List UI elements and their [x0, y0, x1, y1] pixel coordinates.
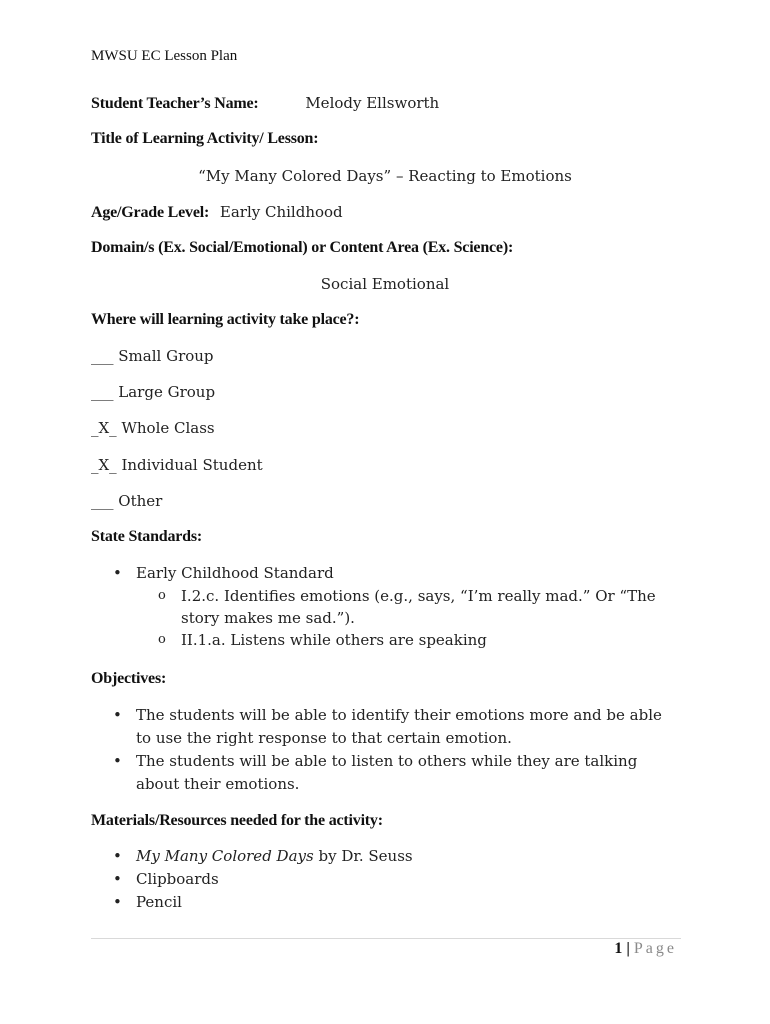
- lesson-title: “My Many Colored Days” – Reacting to Emotions: [198, 167, 572, 185]
- location-option-label: Whole Class: [121, 419, 215, 437]
- material-item: • Clipboards: [91, 868, 413, 891]
- objective-item: • The students will be able to listen to others while they are talking about their emotions.: [91, 750, 666, 796]
- lesson-title-label: Title of Learning Activity/ Lesson:: [91, 130, 319, 147]
- materials-label: Materials/Resources needed for the activity:: [91, 812, 383, 829]
- location-option-label: Other: [118, 492, 163, 510]
- page-number: 1: [614, 940, 623, 957]
- materials-list: [91, 845, 413, 914]
- objectives-list: [91, 704, 666, 796]
- document-header: MWSU EC Lesson Plan: [91, 48, 238, 64]
- location-option-label: Small Group: [118, 347, 214, 365]
- material-item: • Pencil: [91, 891, 413, 914]
- standards-sublist: [136, 585, 681, 651]
- grade-value: Early Childhood: [219, 203, 343, 221]
- location-option-label: Large Group: [118, 383, 216, 401]
- page-word: Page: [633, 940, 677, 957]
- standard-subitem: o II.1.a. Listens while others are speaking: [136, 629, 681, 651]
- location-mark: ___: [91, 492, 114, 510]
- page-footer: [614, 940, 677, 958]
- location-label: Where will learning activity take place?:: [91, 311, 360, 328]
- page-separator: |: [626, 940, 630, 957]
- standard-subitem: o I.2.c. Identifies emotions (e.g., says, “I’m really mad.” Or “The story makes me sad.”).: [136, 585, 681, 629]
- domain-label: Domain/s (Ex. Social/Emotional) or Content Area (Ex. Science):: [91, 239, 514, 256]
- location-mark: ___: [91, 383, 114, 401]
- student-teacher-row: [91, 94, 439, 113]
- objective-item: • The students will be able to identify their emotions more and be able to use the right response to that certain emotion.: [91, 704, 666, 750]
- footer-divider: [91, 938, 681, 939]
- objectives-label: Objectives:: [91, 670, 167, 687]
- book-title: My Many Colored Days: [136, 847, 314, 865]
- location-mark: _X_: [91, 419, 117, 437]
- standards-label: State Standards:: [91, 528, 203, 545]
- domain-value: Social Emotional: [320, 275, 450, 293]
- location-option: [91, 383, 215, 401]
- location-option-label: Individual Student: [121, 456, 263, 474]
- location-mark: ___: [91, 347, 114, 365]
- standards-list: [91, 562, 681, 651]
- material-item: [91, 845, 413, 868]
- student-teacher-name: Melody Ellsworth: [305, 94, 440, 112]
- location-option: [91, 492, 162, 510]
- location-option: [91, 347, 214, 365]
- grade-row: [91, 203, 343, 222]
- list-item: [91, 562, 681, 651]
- location-mark: _X_: [91, 456, 117, 474]
- book-author: by Dr. Seuss: [313, 847, 413, 865]
- standard-item: Early Childhood Standard: [136, 564, 334, 582]
- location-option: [91, 419, 215, 437]
- location-option: [91, 456, 263, 474]
- student-teacher-label: Student Teacher’s Name:: [91, 95, 259, 112]
- grade-label: Age/Grade Level:: [91, 204, 210, 221]
